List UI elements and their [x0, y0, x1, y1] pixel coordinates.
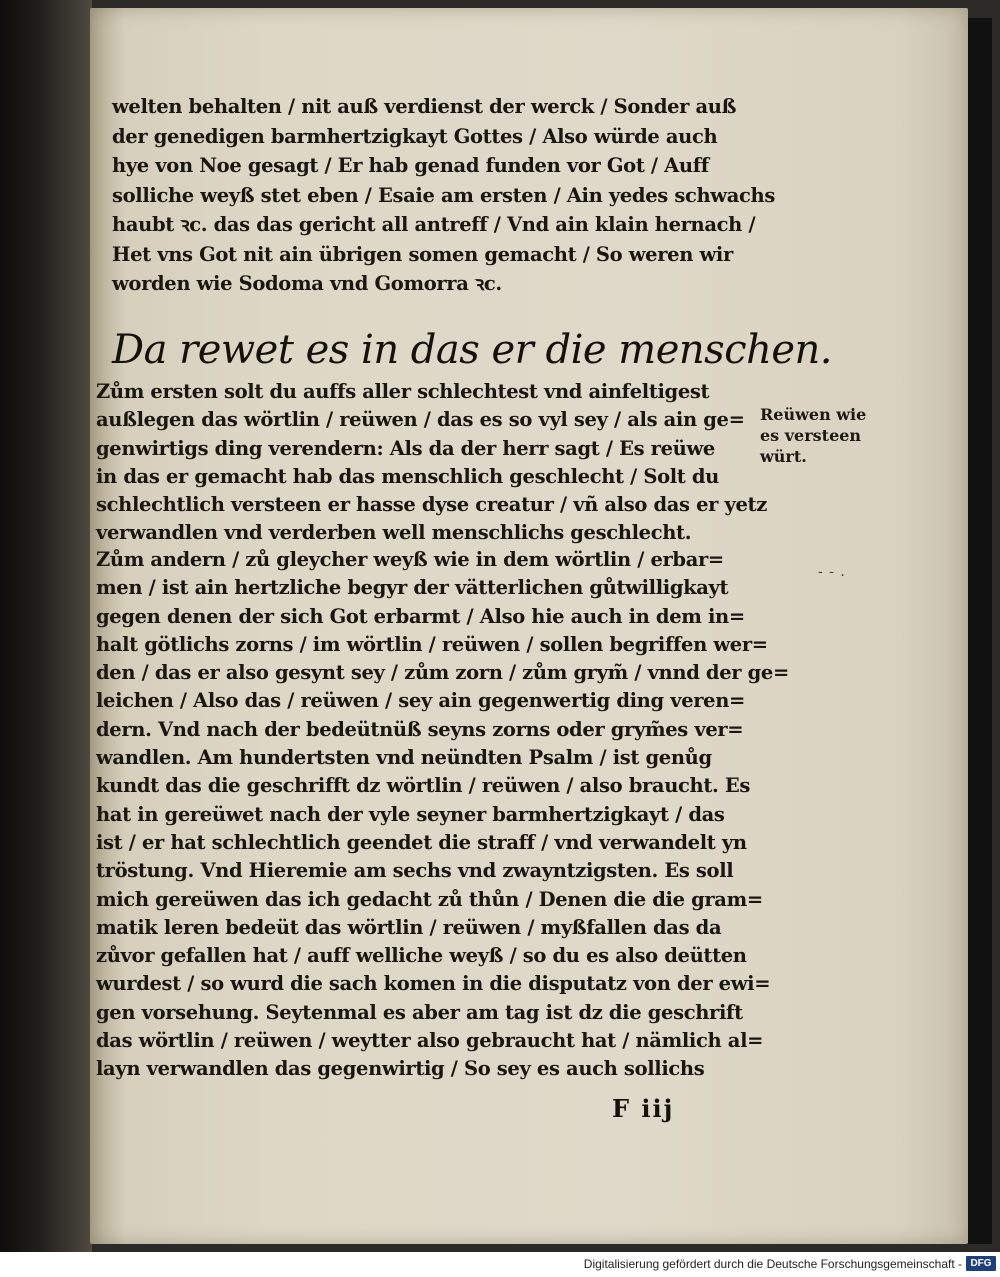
signature-mark: F iij: [612, 1094, 675, 1123]
text-line: tröstung. Vnd Hieremie am sechs vnd zwayntzigsten. Es soll: [96, 859, 734, 883]
text-line: layn verwandlen das gegenwirtig / So sey es auch sollichs: [96, 1057, 705, 1081]
text-line: gegen denen der sich Got erbarmt / Also hie auch in dem in=: [96, 604, 745, 628]
page-edge-shadow: [966, 18, 992, 1244]
text-line: in das er gemacht hab das menschlich geschlecht / Solt du: [96, 464, 720, 488]
text-block-top: [112, 92, 776, 299]
text-line: wurdest / so wurd die sach komen in die disputatz von der ewi=: [96, 972, 771, 996]
marginal-note-line: es versteen: [760, 426, 862, 445]
marginal-note-line: Reüwen wie: [760, 405, 867, 424]
text-line: solliche weyß stet eben / Esaie am ersten / Ain yedes schwachs: [112, 183, 776, 207]
text-line: Zům andern / zů gleycher weyß wie in dem wörtlin / erbar=: [96, 548, 724, 571]
section-heading: Da rewet es in das er die menschen.: [112, 327, 832, 373]
text-line: matik leren bedeüt das wörtlin / reüwen / myßfallen das da: [96, 915, 722, 939]
text-line: außlegen das wörtlin / reüwen / das es so vyl sey / als ain ge=: [96, 408, 745, 432]
text-line: Het vns Got nit ain übrigen somen gemacht / So weren wir: [112, 242, 733, 266]
text-line: das wörtlin / reüwen / weytter also gebraucht hat / nämlich al=: [96, 1029, 764, 1053]
book-spine-edge: [0, 0, 92, 1252]
text-line: wandlen. Am hundertsten vnd neündten Psalm / ist genůg: [96, 746, 712, 770]
text-line: gen vorsehung. Seytenmal es aber am tag ist dz die geschrift: [96, 1000, 743, 1024]
text-line: leichen / Also das / reüwen / sey ain gegenwertig ding veren=: [96, 689, 746, 713]
text-line: verwandlen vnd verderben well menschlichs geschlecht.: [96, 521, 692, 545]
marginal-note-line: würt.: [760, 447, 807, 466]
funding-credit: Digitalisierung gefördert durch die Deutsche Forschungsgemeinschaft -: [583, 1257, 962, 1271]
text-line: halt götlichs zorns / im wörtlin / reüwen / sollen begriffen wer=: [96, 632, 768, 656]
text-line: welten behalten / nit auß verdienst der werck / Sonder auß: [112, 95, 737, 118]
marginal-note: [760, 404, 900, 467]
text-line: hat in gereüwet nach der vyle seyner barmhertzigkayt / das: [96, 802, 725, 826]
text-line: Zům ersten solt du auffs aller schlechtest vnd ainfeltigest: [96, 380, 710, 403]
text-line: worden wie Sodoma vnd Gomorra ꝛc.: [112, 272, 502, 295]
dfg-logo: DFG: [966, 1256, 996, 1271]
text-line: ist / er hat schlechtlich geendet die straff / vnd verwandelt yn: [96, 830, 747, 854]
text-line: den / das er also gesynt sey / zům zorn / zům grym̃ / vnnd der ge=: [96, 661, 789, 685]
text-line: hye von Noe gesagt / Er hab genad funden vor Got / Auff: [112, 154, 709, 177]
text-line: der genedigen barmhertzigkayt Gottes / Also würde auch: [112, 124, 718, 148]
stray-ink-mark: - - .: [818, 564, 846, 580]
text-line: dern. Vnd nach der bedeütnüß seyns zorns oder grym̃es ver=: [96, 717, 744, 741]
text-line: haubt ꝛc. das das gericht all antreff / Vnd ain klain hernach /: [112, 213, 756, 236]
footer-bar: [0, 1252, 1000, 1277]
text-line: zůvor gefallen hat / auff welliche weyß / so du es also deütten: [96, 944, 747, 968]
paragraph-first: [96, 378, 772, 548]
text-line: schlechtlich versteen er hasse dyse creatur / vñ also das er yetz: [96, 493, 767, 517]
text-line: mich gereüwen das ich gedacht zů thůn / Denen die die gram=: [96, 887, 763, 911]
text-line: genwirtigs ding verendern: Als da der herr sagt / Es reüwe: [96, 436, 715, 460]
paragraph-second: [96, 546, 789, 1084]
text-line: kundt das die geschrifft dz wörtlin / reüwen / also braucht. Es: [96, 774, 751, 798]
text-line: men / ist ain hertzliche begyr der vätterlichen gůtwilligkayt: [96, 576, 729, 600]
